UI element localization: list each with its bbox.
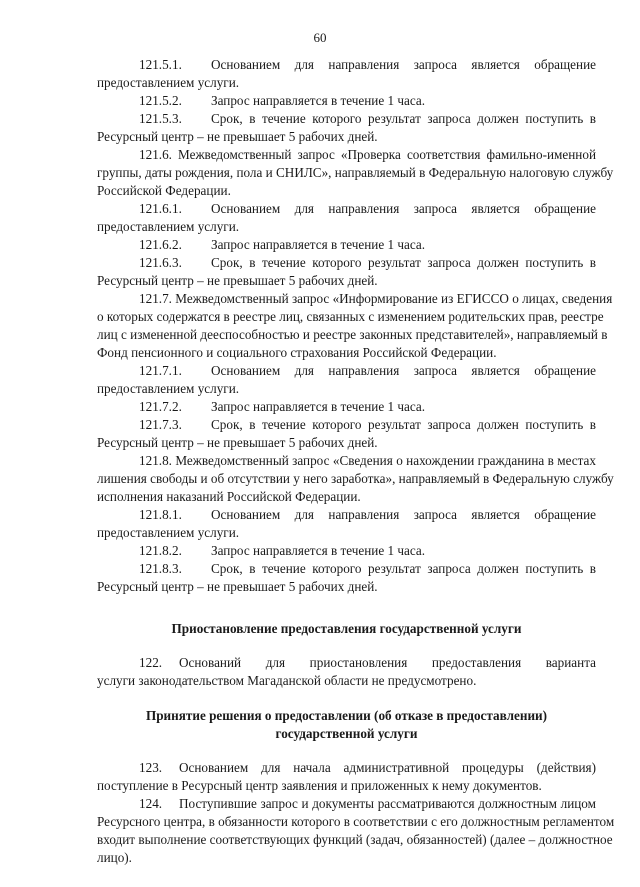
- list-item: [97, 110, 596, 128]
- list-item: [97, 506, 596, 524]
- paragraph-text: Оснований для приостановления предоставления варианта: [179, 655, 596, 670]
- item-text: Срок, в течение которого результат запроса должен поступить в: [211, 561, 596, 576]
- subsection-text: о которых содержатся в реестре лиц, связанных с изменением родительских прав, реестре: [97, 309, 604, 324]
- list-item: [97, 560, 596, 578]
- paragraph-text: лицо).: [97, 850, 132, 865]
- list-item: [97, 398, 596, 416]
- paragraph-122: [97, 654, 596, 672]
- list-item: [97, 416, 596, 434]
- item-text: Срок, в течение которого результат запроса должен поступить в: [211, 255, 596, 270]
- item-number: 121.7.2.: [139, 399, 182, 414]
- list-item: [97, 200, 596, 218]
- item-text: Срок, в течение которого результат запроса должен поступить в: [211, 417, 596, 432]
- subsection-text: группы, даты рождения, пола и СНИЛС», направляемый в Федеральную налоговую службу: [97, 165, 614, 180]
- list-item: [97, 236, 596, 254]
- list-item: [97, 254, 596, 272]
- item-text: Запрос направляется в течение 1 часа.: [211, 543, 426, 558]
- paragraph-number: 124.: [139, 796, 163, 811]
- paragraph-text: Основанием для начала административной процедуры (действия): [179, 760, 596, 775]
- section-heading-suspension: Приостановление предоставления государственной услуги: [171, 621, 522, 636]
- item-number: 121.5.3.: [139, 111, 182, 126]
- item-text: Запрос направляется в течение 1 часа.: [211, 93, 426, 108]
- item-text: Основанием для направления запроса является обращение: [211, 201, 596, 216]
- list-item: [97, 542, 596, 560]
- paragraph-number: 123.: [139, 760, 163, 775]
- list-item: [97, 56, 596, 74]
- item-text-continuation: Ресурсный центр – не превышает 5 рабочих дней.: [97, 435, 378, 450]
- paragraph-text: поступление в Ресурсный центр заявления и приложенных к нему документов.: [97, 778, 542, 793]
- list-item: [97, 362, 596, 380]
- item-number: 121.6.1.: [139, 201, 182, 216]
- subsection-heading: 121.7. Межведомственный запрос «Информирование из ЕГИССО о лицах, сведения: [139, 291, 613, 306]
- item-number: 121.6.2.: [139, 237, 182, 252]
- item-text: Запрос направляется в течение 1 часа.: [211, 399, 426, 414]
- subsection-heading: 121.6. Межведомственный запрос «Проверка соответствия фамильно-именной: [139, 147, 596, 162]
- item-text: Запрос направляется в течение 1 часа.: [211, 237, 426, 252]
- subsection-text: Российской Федерации.: [97, 183, 231, 198]
- section-heading-decision-line2: государственной услуги: [275, 726, 418, 741]
- paragraph-123: [97, 759, 596, 777]
- item-text-continuation: предоставлением услуги.: [97, 381, 240, 396]
- subsection-text: лишения свободы и об отсутствии у него заработка», направляемый в Федеральную службу: [97, 471, 614, 486]
- subsection-text: исполнения наказаний Российской Федерации.: [97, 489, 361, 504]
- item-text-continuation: предоставлением услуги.: [97, 75, 240, 90]
- item-text-continuation: Ресурсный центр – не превышает 5 рабочих дней.: [97, 273, 378, 288]
- item-number: 121.8.3.: [139, 561, 182, 576]
- paragraph-text: входит выполнение соответствующих функций (задач, обязанностей) (далее – должностное: [97, 832, 613, 847]
- item-text: Срок, в течение которого результат запроса должен поступить в: [211, 111, 596, 126]
- subsection-heading: 121.8. Межведомственный запрос «Сведения о нахождении гражданина в местах: [139, 453, 596, 468]
- subsection-text: лиц с измененной дееспособностью и реестре законных представителей», направляемый в: [97, 327, 608, 342]
- item-text-continuation: предоставлением услуги.: [97, 219, 240, 234]
- item-text-continuation: предоставлением услуги.: [97, 525, 240, 540]
- paragraph-124: [97, 795, 596, 813]
- paragraph-text: услуги законодательством Магаданской области не предусмотрено.: [97, 673, 477, 688]
- item-number: 121.7.3.: [139, 417, 182, 432]
- items-block: [97, 56, 614, 596]
- page-number: 60: [313, 30, 327, 45]
- paragraph-text: Ресурсного центра, в обязанности которого в соответствии с его должностным регламентом: [97, 814, 615, 829]
- paragraph-text: Поступившие запрос и документы рассматриваются должностным лицом: [179, 796, 596, 811]
- item-text: Основанием для направления запроса является обращение: [211, 363, 596, 378]
- list-item: [97, 92, 596, 110]
- item-number: 121.6.3.: [139, 255, 182, 270]
- paragraph-number: 122.: [139, 655, 163, 670]
- subsection-text: Фонд пенсионного и социального страхования Российской Федерации.: [97, 345, 497, 360]
- item-text: Основанием для направления запроса является обращение: [211, 57, 596, 72]
- section-heading-decision: Принятие решения о предоставлении (об отказе в предоставлении): [145, 708, 548, 723]
- item-number: 121.5.1.: [139, 57, 182, 72]
- item-number: 121.5.2.: [139, 93, 182, 108]
- item-number: 121.8.2.: [139, 543, 182, 558]
- document-body: [97, 56, 615, 867]
- item-number: 121.7.1.: [139, 363, 182, 378]
- item-text-continuation: Ресурсный центр – не превышает 5 рабочих дней.: [97, 129, 378, 144]
- item-text-continuation: Ресурсный центр – не превышает 5 рабочих дней.: [97, 579, 378, 594]
- item-text: Основанием для направления запроса является обращение: [211, 507, 596, 522]
- item-number: 121.8.1.: [139, 507, 182, 522]
